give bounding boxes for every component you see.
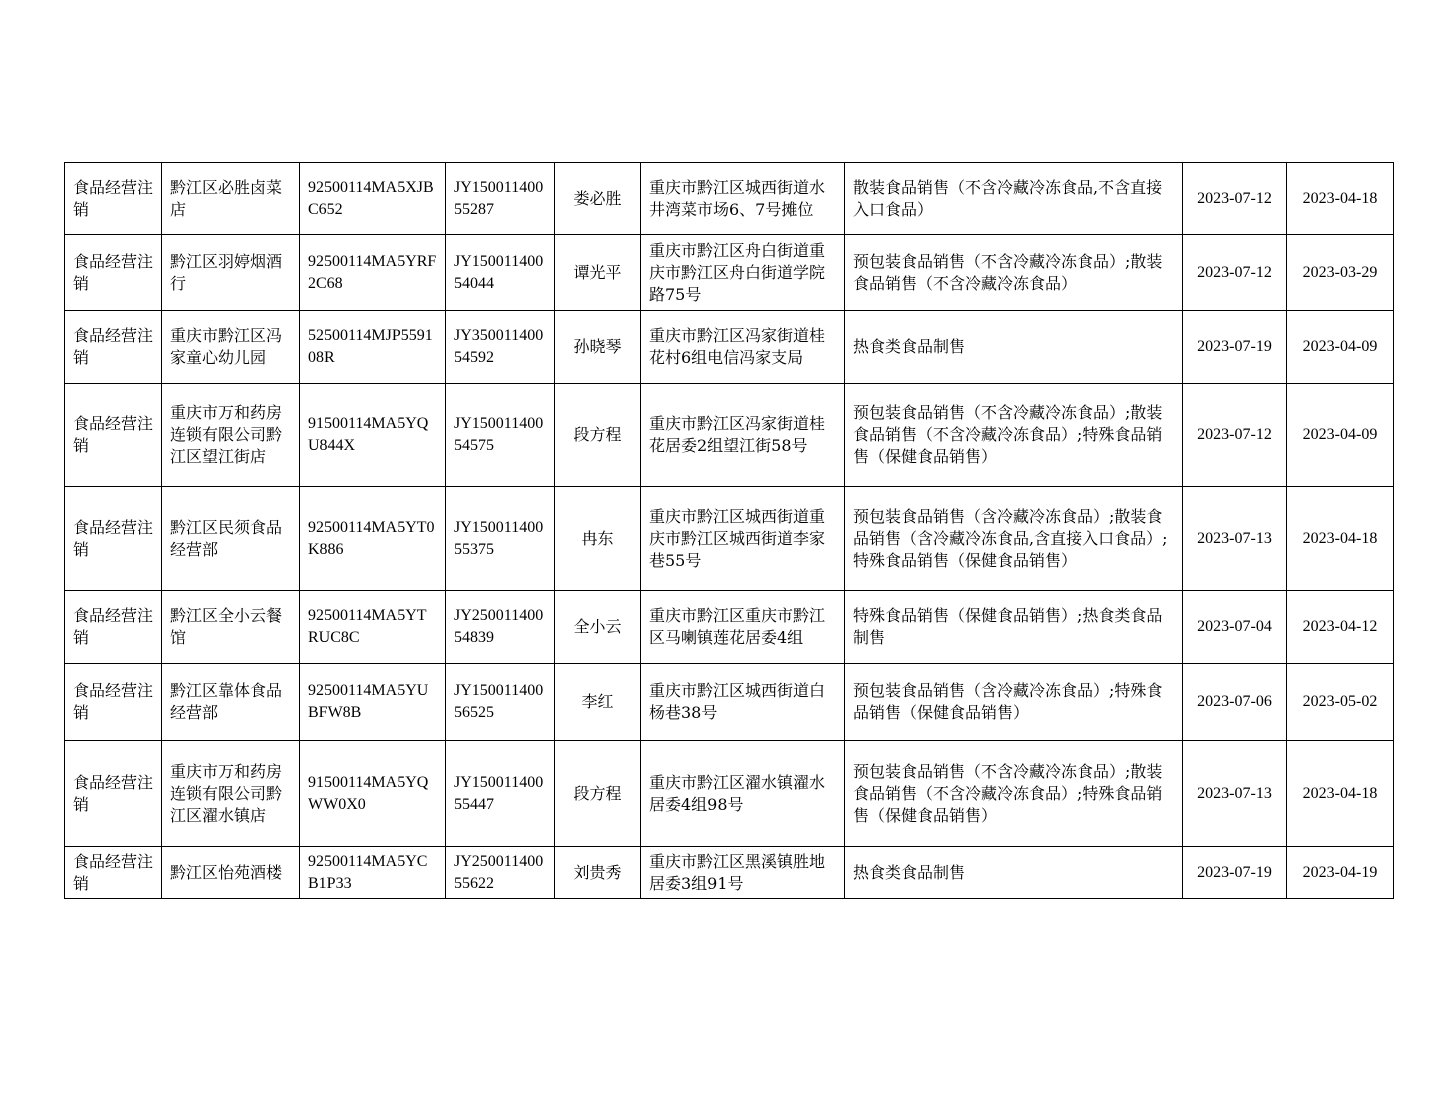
business-name-cell: 重庆市万和药房连锁有限公司黔江区濯水镇店 — [162, 741, 300, 847]
credit-code-cell: 91500114MA5YQU844X — [300, 384, 446, 487]
license-number-cell: JY25001140055622 — [446, 847, 555, 899]
credit-code-cell: 92500114MA5YUBFW8B — [300, 664, 446, 741]
issue-date-cell: 2023-04-09 — [1287, 311, 1394, 384]
credit-code-cell: 92500114MA5XJBC652 — [300, 163, 446, 235]
business-scope-cell: 预包装食品销售（含冷藏冷冻食品）;散装食品销售（含冷藏冷冻食品,含直接入口食品）;特殊食品销售（保健食品销售） — [845, 487, 1183, 591]
business-scope-cell: 预包装食品销售（不含冷藏冷冻食品）;散装食品销售（不含冷藏冷冻食品） — [845, 235, 1183, 311]
legal-representative-cell: 冉东 — [555, 487, 641, 591]
legal-representative-cell: 刘贵秀 — [555, 847, 641, 899]
credit-code-cell: 92500114MA5YTRUC8C — [300, 591, 446, 664]
license-number-cell: JY15001140055375 — [446, 487, 555, 591]
table-row — [65, 741, 1394, 847]
issue-date-cell: 2023-04-09 — [1287, 384, 1394, 487]
legal-representative-cell: 娄必胜 — [555, 163, 641, 235]
license-number-cell: JY15001140055287 — [446, 163, 555, 235]
business-name-cell: 黔江区靠体食品经营部 — [162, 664, 300, 741]
business-name-cell: 黔江区必胜卤菜店 — [162, 163, 300, 235]
business-scope-cell: 散装食品销售（不含冷藏冷冻食品,不含直接入口食品） — [845, 163, 1183, 235]
credit-code-cell: 92500114MA5YCB1P33 — [300, 847, 446, 899]
legal-representative-cell: 全小云 — [555, 591, 641, 664]
issue-date-cell: 2023-04-18 — [1287, 487, 1394, 591]
business-scope-cell: 特殊食品销售（保健食品销售）;热食类食品制售 — [845, 591, 1183, 664]
table-row — [65, 664, 1394, 741]
address-cell: 重庆市黔江区城西街道重庆市黔江区城西街道李家巷55号 — [641, 487, 845, 591]
table-row — [65, 384, 1394, 487]
cancellation-date-cell: 2023-07-12 — [1183, 235, 1287, 311]
cancellation-date-cell: 2023-07-12 — [1183, 384, 1287, 487]
record-type-cell: 食品经营注销 — [65, 664, 162, 741]
legal-representative-cell: 段方程 — [555, 384, 641, 487]
issue-date-cell: 2023-03-29 — [1287, 235, 1394, 311]
table-row — [65, 487, 1394, 591]
license-number-cell: JY15001140054044 — [446, 235, 555, 311]
credit-code-cell: 91500114MA5YQWW0X0 — [300, 741, 446, 847]
business-name-cell: 黔江区全小云餐馆 — [162, 591, 300, 664]
cancellation-date-cell: 2023-07-19 — [1183, 847, 1287, 899]
issue-date-cell: 2023-04-12 — [1287, 591, 1394, 664]
record-type-cell: 食品经营注销 — [65, 311, 162, 384]
issue-date-cell: 2023-04-18 — [1287, 741, 1394, 847]
business-name-cell: 重庆市万和药房连锁有限公司黔江区望江街店 — [162, 384, 300, 487]
credit-code-cell: 92500114MA5YT0K886 — [300, 487, 446, 591]
address-cell: 重庆市黔江区冯家街道桂花居委2组望江街58号 — [641, 384, 845, 487]
issue-date-cell: 2023-05-02 — [1287, 664, 1394, 741]
business-name-cell: 重庆市黔江区冯家童心幼儿园 — [162, 311, 300, 384]
address-cell: 重庆市黔江区舟白街道重庆市黔江区舟白街道学院路75号 — [641, 235, 845, 311]
table-body — [65, 163, 1394, 899]
legal-representative-cell: 孙晓琴 — [555, 311, 641, 384]
business-name-cell: 黔江区羽婷烟酒行 — [162, 235, 300, 311]
table-row — [65, 847, 1394, 899]
cancellation-date-cell: 2023-07-06 — [1183, 664, 1287, 741]
table-row — [65, 163, 1394, 235]
address-cell: 重庆市黔江区城西街道水井湾菜市场6、7号摊位 — [641, 163, 845, 235]
credit-code-cell: 52500114MJP559108R — [300, 311, 446, 384]
business-scope-cell: 热食类食品制售 — [845, 847, 1183, 899]
record-type-cell: 食品经营注销 — [65, 591, 162, 664]
record-type-cell: 食品经营注销 — [65, 384, 162, 487]
record-type-cell: 食品经营注销 — [65, 235, 162, 311]
cancellation-date-cell: 2023-07-12 — [1183, 163, 1287, 235]
cancellation-date-cell: 2023-07-13 — [1183, 741, 1287, 847]
issue-date-cell: 2023-04-18 — [1287, 163, 1394, 235]
license-number-cell: JY15001140055447 — [446, 741, 555, 847]
business-scope-cell: 预包装食品销售（不含冷藏冷冻食品）;散装食品销售（不含冷藏冷冻食品）;特殊食品销售（保健食品销售） — [845, 741, 1183, 847]
legal-representative-cell: 李红 — [555, 664, 641, 741]
table-row — [65, 311, 1394, 384]
cancellation-date-cell: 2023-07-13 — [1183, 487, 1287, 591]
address-cell: 重庆市黔江区黑溪镇胜地居委3组91号 — [641, 847, 845, 899]
business-scope-cell: 预包装食品销售（不含冷藏冷冻食品）;散装食品销售（不含冷藏冷冻食品）;特殊食品销售（保健食品销售） — [845, 384, 1183, 487]
license-number-cell: JY25001140054839 — [446, 591, 555, 664]
license-number-cell: JY35001140054592 — [446, 311, 555, 384]
table-row — [65, 235, 1394, 311]
credit-code-cell: 92500114MA5YRF2C68 — [300, 235, 446, 311]
records-table — [64, 162, 1394, 899]
business-scope-cell: 热食类食品制售 — [845, 311, 1183, 384]
cancellation-date-cell: 2023-07-04 — [1183, 591, 1287, 664]
legal-representative-cell: 谭光平 — [555, 235, 641, 311]
record-type-cell: 食品经营注销 — [65, 741, 162, 847]
license-number-cell: JY15001140054575 — [446, 384, 555, 487]
address-cell: 重庆市黔江区冯家街道桂花村6组电信冯家支局 — [641, 311, 845, 384]
table-row — [65, 591, 1394, 664]
license-number-cell: JY15001140056525 — [446, 664, 555, 741]
record-type-cell: 食品经营注销 — [65, 163, 162, 235]
business-scope-cell: 预包装食品销售（含冷藏冷冻食品）;特殊食品销售（保健食品销售） — [845, 664, 1183, 741]
address-cell: 重庆市黔江区重庆市黔江区马喇镇莲花居委4组 — [641, 591, 845, 664]
legal-representative-cell: 段方程 — [555, 741, 641, 847]
cancellation-date-cell: 2023-07-19 — [1183, 311, 1287, 384]
record-type-cell: 食品经营注销 — [65, 487, 162, 591]
address-cell: 重庆市黔江区濯水镇濯水居委4组98号 — [641, 741, 845, 847]
business-name-cell: 黔江区民须食品经营部 — [162, 487, 300, 591]
business-name-cell: 黔江区怡苑酒楼 — [162, 847, 300, 899]
address-cell: 重庆市黔江区城西街道白杨巷38号 — [641, 664, 845, 741]
issue-date-cell: 2023-04-19 — [1287, 847, 1394, 899]
record-type-cell: 食品经营注销 — [65, 847, 162, 899]
